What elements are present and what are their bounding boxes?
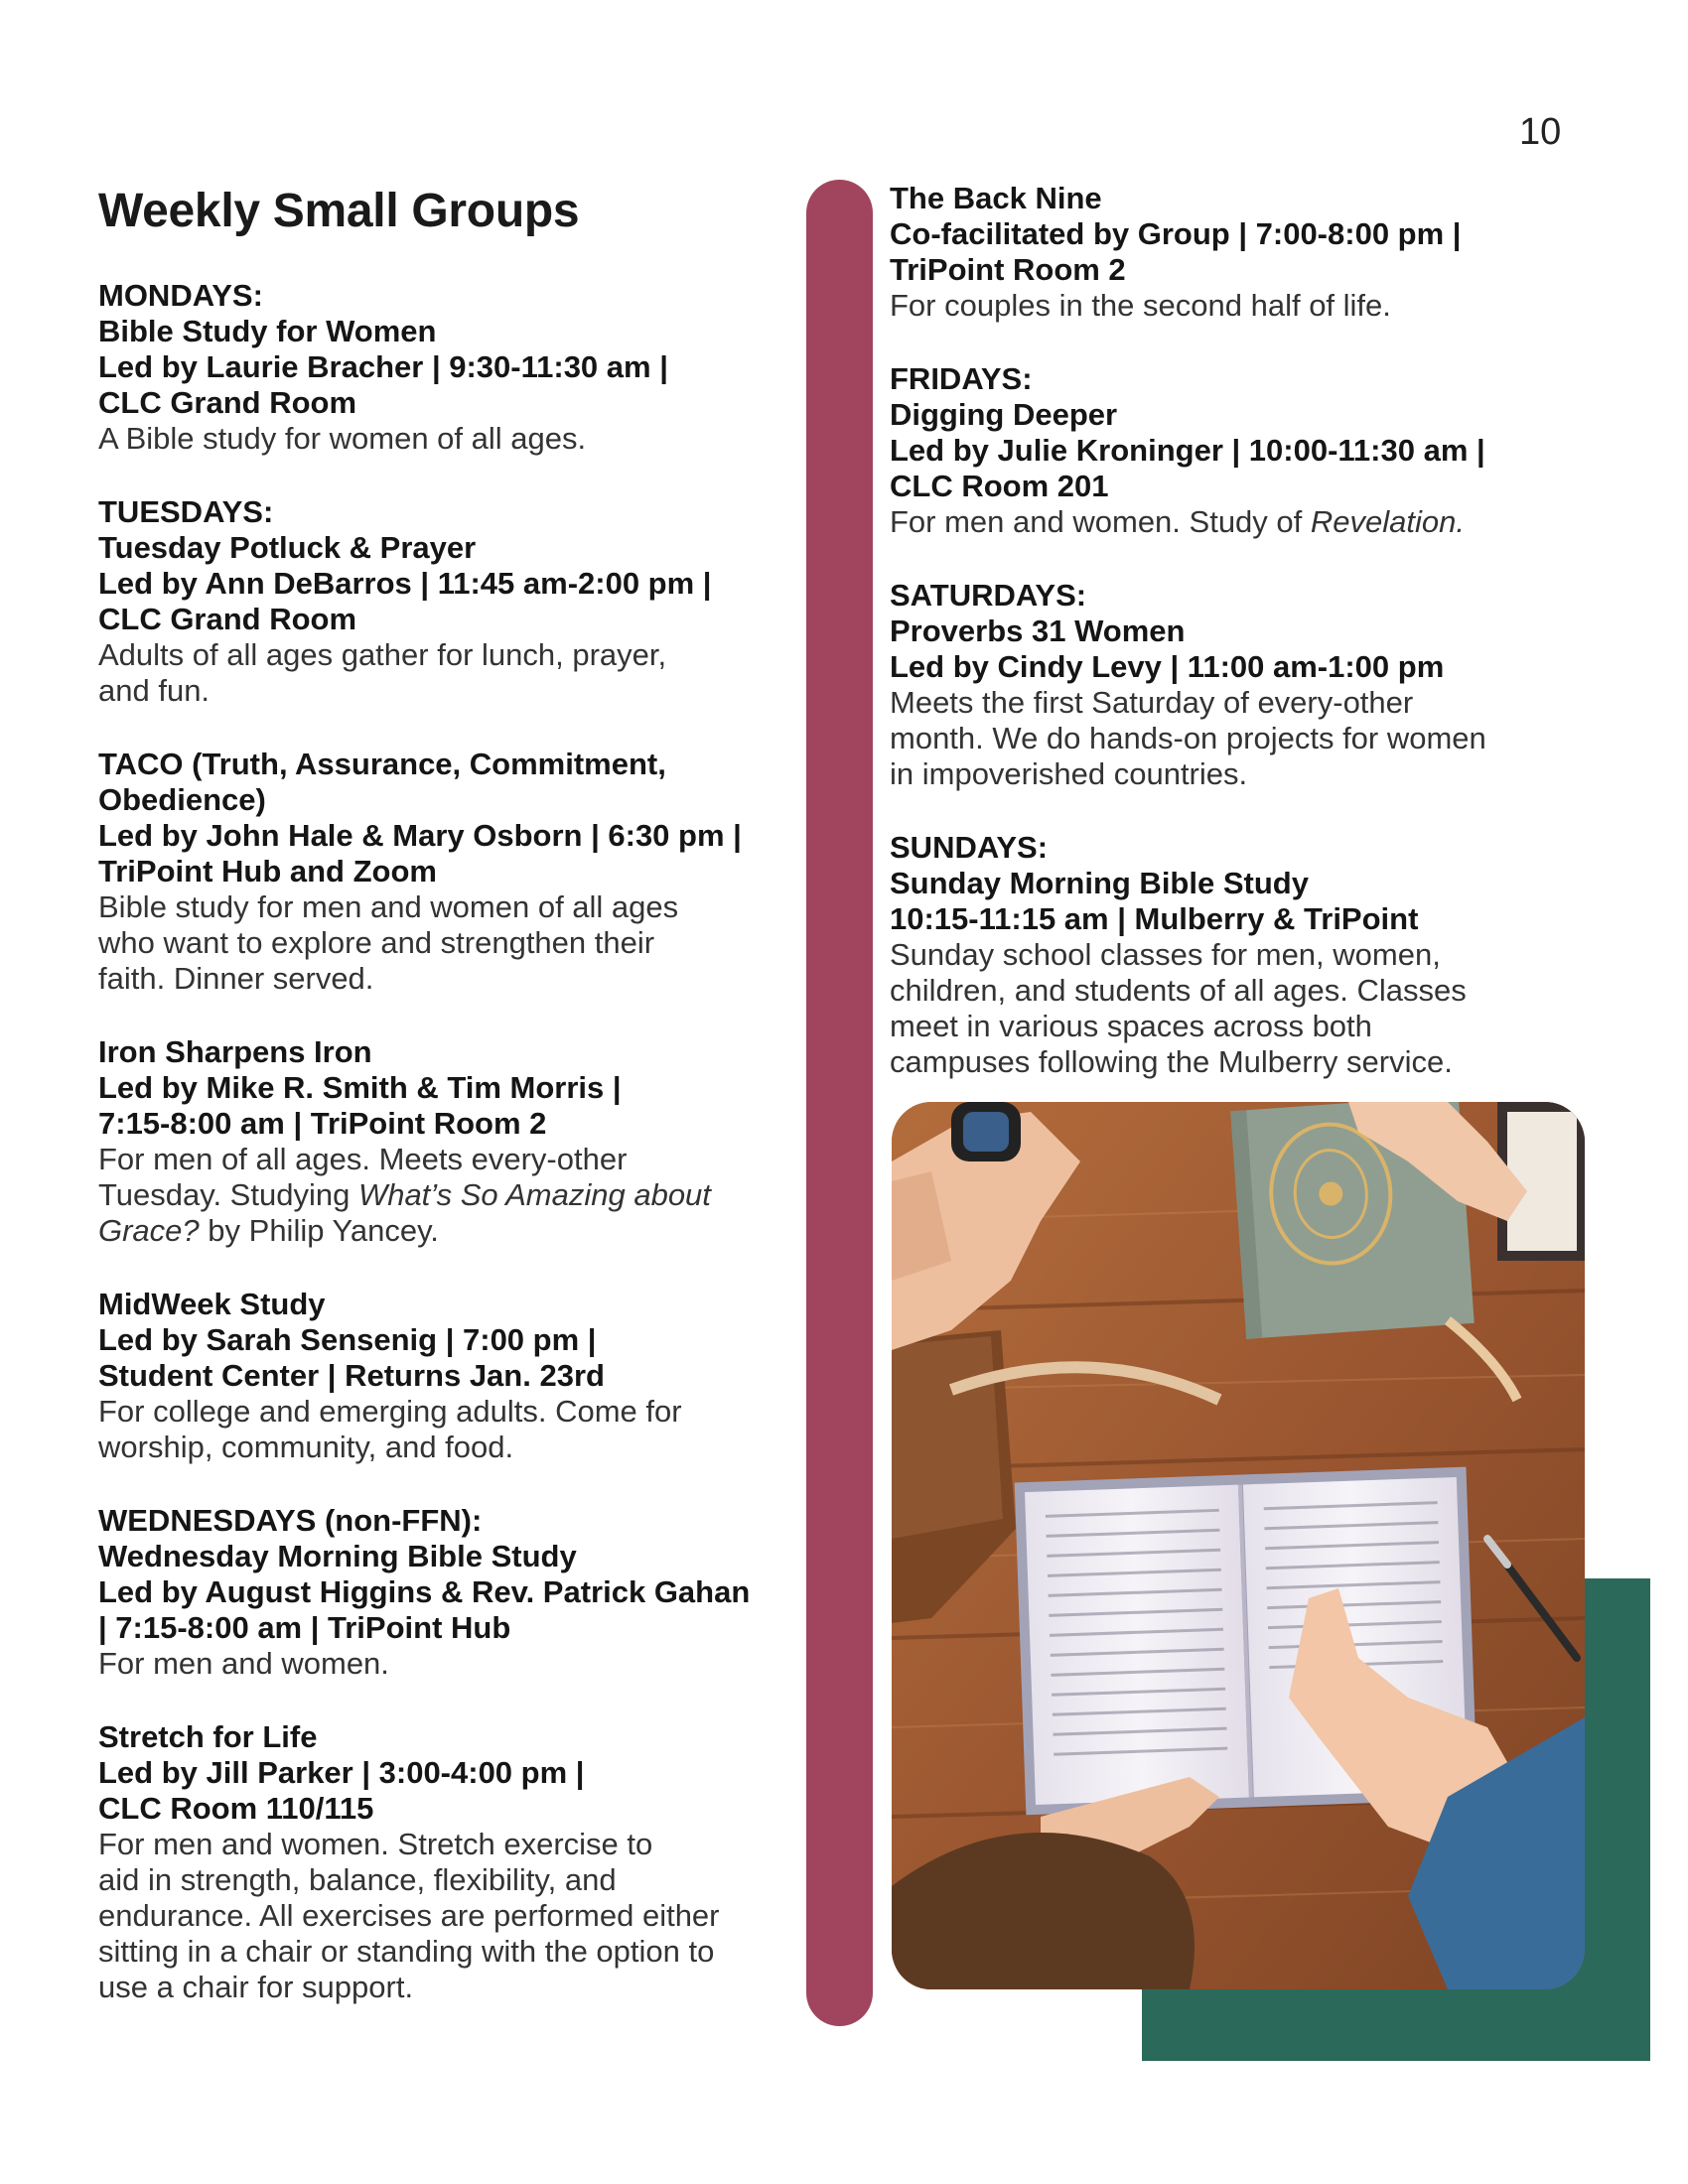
group-iron-sharpens-iron bbox=[98, 1034, 793, 1249]
bible-study-photo bbox=[892, 1102, 1585, 1989]
group-leader: Led by Julie Kroninger | 10:00-11:30 am | bbox=[890, 433, 1485, 468]
group-location: | 7:15-8:00 am | TriPoint Hub bbox=[98, 1610, 511, 1645]
day-heading: SUNDAYS: bbox=[890, 830, 1049, 865]
group-name: Digging Deeper bbox=[890, 397, 1118, 432]
group-mondays bbox=[98, 278, 793, 457]
group-leader: Led by Jill Parker | 3:00-4:00 pm | bbox=[98, 1755, 585, 1790]
group-description: in impoverished countries. bbox=[890, 756, 1248, 791]
description-text: Tuesday. Studying bbox=[98, 1177, 358, 1212]
group-taco bbox=[98, 747, 793, 997]
group-name: TACO (Truth, Assurance, Commitment, bbox=[98, 747, 666, 781]
description-text: by Philip Yancey. bbox=[199, 1213, 439, 1248]
group-description: and fun. bbox=[98, 673, 211, 708]
group-description: For men and women. Stretch exercise to bbox=[98, 1827, 653, 1861]
group-location: CLC Grand Room bbox=[98, 385, 357, 420]
group-location: CLC Room 110/115 bbox=[98, 1791, 374, 1826]
group-description: sitting in a chair or standing with the option to bbox=[98, 1934, 715, 1969]
group-description: campuses following the Mulberry service. bbox=[890, 1044, 1453, 1079]
group-leader: Led by Cindy Levy | 11:00 am-1:00 pm bbox=[890, 649, 1445, 684]
left-column bbox=[98, 184, 793, 2043]
group-back-nine bbox=[890, 181, 1585, 324]
group-name: Bible Study for Women bbox=[98, 314, 437, 348]
book-title: What’s So Amazing about bbox=[357, 1177, 711, 1212]
group-leader: Led by Ann DeBarros | 11:45 am-2:00 pm | bbox=[98, 566, 712, 601]
description-text: For men and women. Study of bbox=[890, 504, 1311, 539]
group-description: A Bible study for women of all ages. bbox=[98, 421, 587, 456]
group-description: Sunday school classes for men, women, bbox=[890, 937, 1441, 972]
group-description: For men of all ages. Meets every-other bbox=[98, 1142, 628, 1176]
right-column bbox=[890, 181, 1585, 1118]
day-heading: SATURDAYS: bbox=[890, 578, 1087, 613]
group-description: who want to explore and strengthen their bbox=[98, 925, 655, 960]
group-description bbox=[890, 504, 1585, 540]
group-location: TriPoint Room 2 bbox=[890, 252, 1126, 287]
group-leader: Led by John Hale & Mary Osborn | 6:30 pm | bbox=[98, 818, 742, 853]
group-stretch-for-life bbox=[98, 1719, 793, 2005]
group-description bbox=[98, 1213, 793, 1249]
group-name: Tuesday Potluck & Prayer bbox=[98, 530, 477, 565]
page-number: 10 bbox=[1519, 111, 1562, 153]
group-location: TriPoint Hub and Zoom bbox=[98, 854, 437, 888]
group-description: faith. Dinner served. bbox=[98, 961, 374, 996]
bible-study-illustration bbox=[892, 1102, 1585, 1989]
group-name: Sunday Morning Bible Study bbox=[890, 866, 1309, 900]
group-name: Proverbs 31 Women bbox=[890, 614, 1186, 648]
day-heading: MONDAYS: bbox=[98, 278, 263, 313]
day-heading: FRIDAYS: bbox=[890, 361, 1033, 396]
group-leader: Led by Sarah Sensenig | 7:00 pm | bbox=[98, 1322, 597, 1357]
group-location: 7:15-8:00 am | TriPoint Room 2 bbox=[98, 1106, 547, 1141]
group-saturdays bbox=[890, 578, 1585, 792]
group-tuesdays bbox=[98, 494, 793, 709]
group-location: Student Center | Returns Jan. 23rd bbox=[98, 1358, 605, 1393]
group-description: For college and emerging adults. Come for bbox=[98, 1394, 682, 1429]
book-title: Revelation. bbox=[1310, 504, 1465, 539]
group-name: Obedience) bbox=[98, 782, 266, 817]
group-fridays bbox=[890, 361, 1585, 540]
group-description: use a chair for support. bbox=[98, 1970, 414, 2004]
group-wednesdays bbox=[98, 1503, 793, 1682]
group-name: Stretch for Life bbox=[98, 1719, 318, 1754]
accent-divider-bar bbox=[806, 180, 873, 2026]
book-title: Grace? bbox=[98, 1213, 200, 1248]
group-sundays bbox=[890, 830, 1585, 1080]
group-leader: 10:15-11:15 am | Mulberry & TriPoint bbox=[890, 901, 1419, 936]
group-leader: Led by Laurie Bracher | 9:30-11:30 am | bbox=[98, 349, 668, 384]
group-name: MidWeek Study bbox=[98, 1287, 326, 1321]
day-heading: WEDNESDAYS (non-FFN): bbox=[98, 1503, 483, 1538]
group-name: The Back Nine bbox=[890, 181, 1102, 215]
group-description: aid in strength, balance, flexibility, and bbox=[98, 1862, 617, 1897]
group-leader: Led by August Higgins & Rev. Patrick Gahan bbox=[98, 1574, 751, 1609]
group-description: Adults of all ages gather for lunch, prayer, bbox=[98, 637, 667, 672]
group-description: worship, community, and food. bbox=[98, 1430, 514, 1464]
group-location: CLC Room 201 bbox=[890, 469, 1109, 503]
group-description: meet in various spaces across both bbox=[890, 1009, 1372, 1043]
page-title: Weekly Small Groups bbox=[98, 185, 580, 237]
day-heading: TUESDAYS: bbox=[98, 494, 274, 529]
group-description: endurance. All exercises are performed either bbox=[98, 1898, 720, 1933]
group-leader: Led by Mike R. Smith & Tim Morris | bbox=[98, 1070, 622, 1105]
group-name: Wednesday Morning Bible Study bbox=[98, 1539, 577, 1573]
group-leader: Co-facilitated by Group | 7:00-8:00 pm | bbox=[890, 216, 1462, 251]
group-description bbox=[98, 1177, 793, 1213]
group-description: Bible study for men and women of all ages bbox=[98, 889, 679, 924]
group-location: CLC Grand Room bbox=[98, 602, 357, 636]
group-description: For couples in the second half of life. bbox=[890, 288, 1391, 323]
group-description: month. We do hands-on projects for women bbox=[890, 721, 1486, 755]
group-description: For men and women. bbox=[98, 1646, 389, 1681]
group-name: Iron Sharpens Iron bbox=[98, 1034, 372, 1069]
group-description: children, and students of all ages. Classes bbox=[890, 973, 1467, 1008]
group-midweek-study bbox=[98, 1287, 793, 1465]
group-description: Meets the first Saturday of every-other bbox=[890, 685, 1414, 720]
